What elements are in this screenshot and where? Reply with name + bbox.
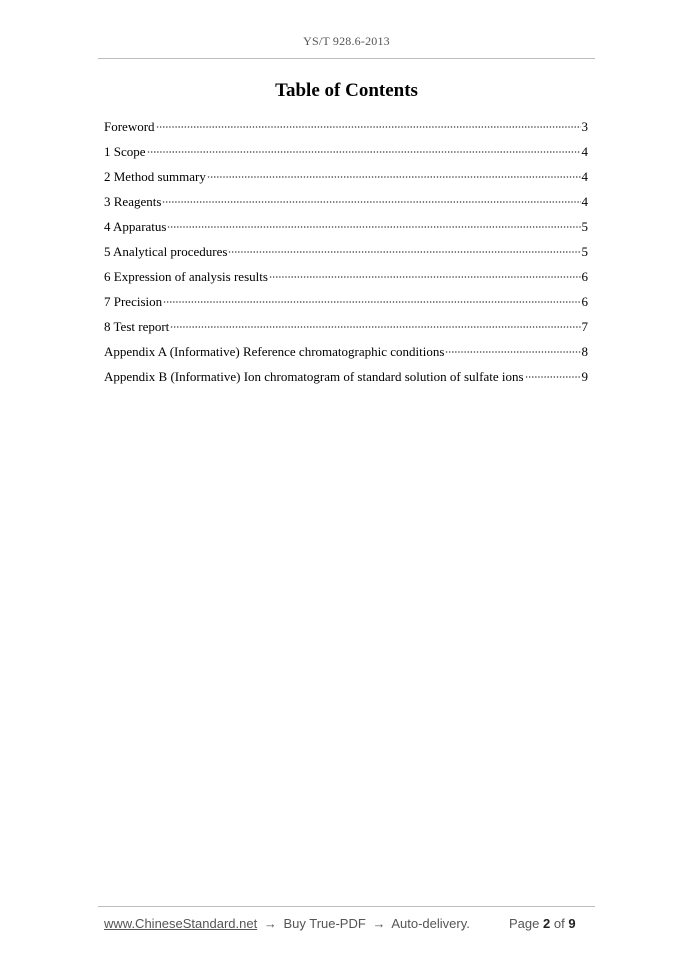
header-divider: [98, 58, 595, 59]
toc-entry-label: 4 Apparatus: [104, 219, 167, 234]
toc-dot-leader: [167, 226, 580, 228]
footer-promo: [104, 916, 470, 931]
toc-entry[interactable]: [104, 192, 588, 217]
toc-entry-page: 7: [581, 319, 588, 334]
toc-entry-page: 9: [581, 369, 588, 384]
toc-entry-label: Appendix A (Informative) Reference chromatographic conditions: [104, 344, 445, 359]
toc-entry[interactable]: [104, 342, 588, 367]
toc-entry[interactable]: [104, 267, 588, 292]
toc-dot-leader: [525, 376, 581, 378]
site-link[interactable]: www.ChineseStandard.net: [104, 916, 258, 931]
toc-dot-leader: [445, 351, 580, 353]
toc-dot-leader: [163, 301, 580, 303]
page-indicator: [509, 916, 576, 931]
right-arrow-icon: →: [372, 916, 386, 931]
toc-entry-page: 4: [581, 169, 588, 184]
toc-dot-leader: [207, 176, 581, 178]
toc-entry[interactable]: [104, 117, 588, 142]
toc-entry[interactable]: [104, 317, 588, 342]
toc-entry-label: 8 Test report: [104, 319, 170, 334]
right-arrow-icon: →: [263, 916, 277, 931]
toc-dot-leader: [162, 201, 580, 203]
toc-dot-leader: [269, 276, 581, 278]
toc-entry[interactable]: [104, 142, 588, 167]
toc-entry-label: 5 Analytical procedures: [104, 244, 228, 259]
toc-dot-leader: [228, 251, 580, 253]
toc-entry-page: 4: [581, 194, 588, 209]
toc-entry-label: Appendix B (Informative) Ion chromatogram of standard solution of sulfate ions: [104, 369, 524, 384]
toc-list: [104, 117, 588, 392]
toc-entry[interactable]: [104, 242, 588, 267]
page-current: 2: [543, 916, 551, 931]
toc-entry-page: 5: [581, 244, 588, 259]
toc-entry-page: 8: [581, 344, 588, 359]
buy-text: Buy True-PDF: [283, 916, 366, 931]
toc-entry-page: 6: [581, 269, 588, 284]
toc-entry-label: 2 Method summary: [104, 169, 206, 184]
toc-entry-page: 3: [581, 119, 588, 134]
page-label: Page: [509, 916, 540, 931]
toc-dot-leader: [147, 151, 581, 153]
toc-entry-page: 4: [581, 144, 588, 159]
toc-entry-label: Foreword: [104, 119, 155, 134]
page-of: of: [553, 916, 565, 931]
toc-entry-label: 7 Precision: [104, 294, 163, 309]
toc-entry[interactable]: [104, 292, 588, 317]
toc-entry[interactable]: [104, 367, 588, 392]
toc-title: Table of Contents: [275, 80, 418, 101]
toc-entry[interactable]: [104, 167, 588, 192]
page-total: 9: [568, 916, 576, 931]
header-standard-code: YS/T 928.6-2013: [303, 34, 390, 48]
toc-entry-page: 5: [581, 219, 588, 234]
toc-entry-label: 3 Reagents: [104, 194, 162, 209]
toc-dot-leader: [156, 126, 581, 128]
delivery-text: Auto-delivery.: [391, 916, 470, 931]
toc-entry-page: 6: [581, 294, 588, 309]
toc-entry-label: 1 Scope: [104, 144, 146, 159]
toc-entry[interactable]: [104, 217, 588, 242]
toc-entry-label: 6 Expression of analysis results: [104, 269, 268, 284]
footer-divider: [98, 906, 595, 907]
toc-dot-leader: [170, 326, 580, 328]
